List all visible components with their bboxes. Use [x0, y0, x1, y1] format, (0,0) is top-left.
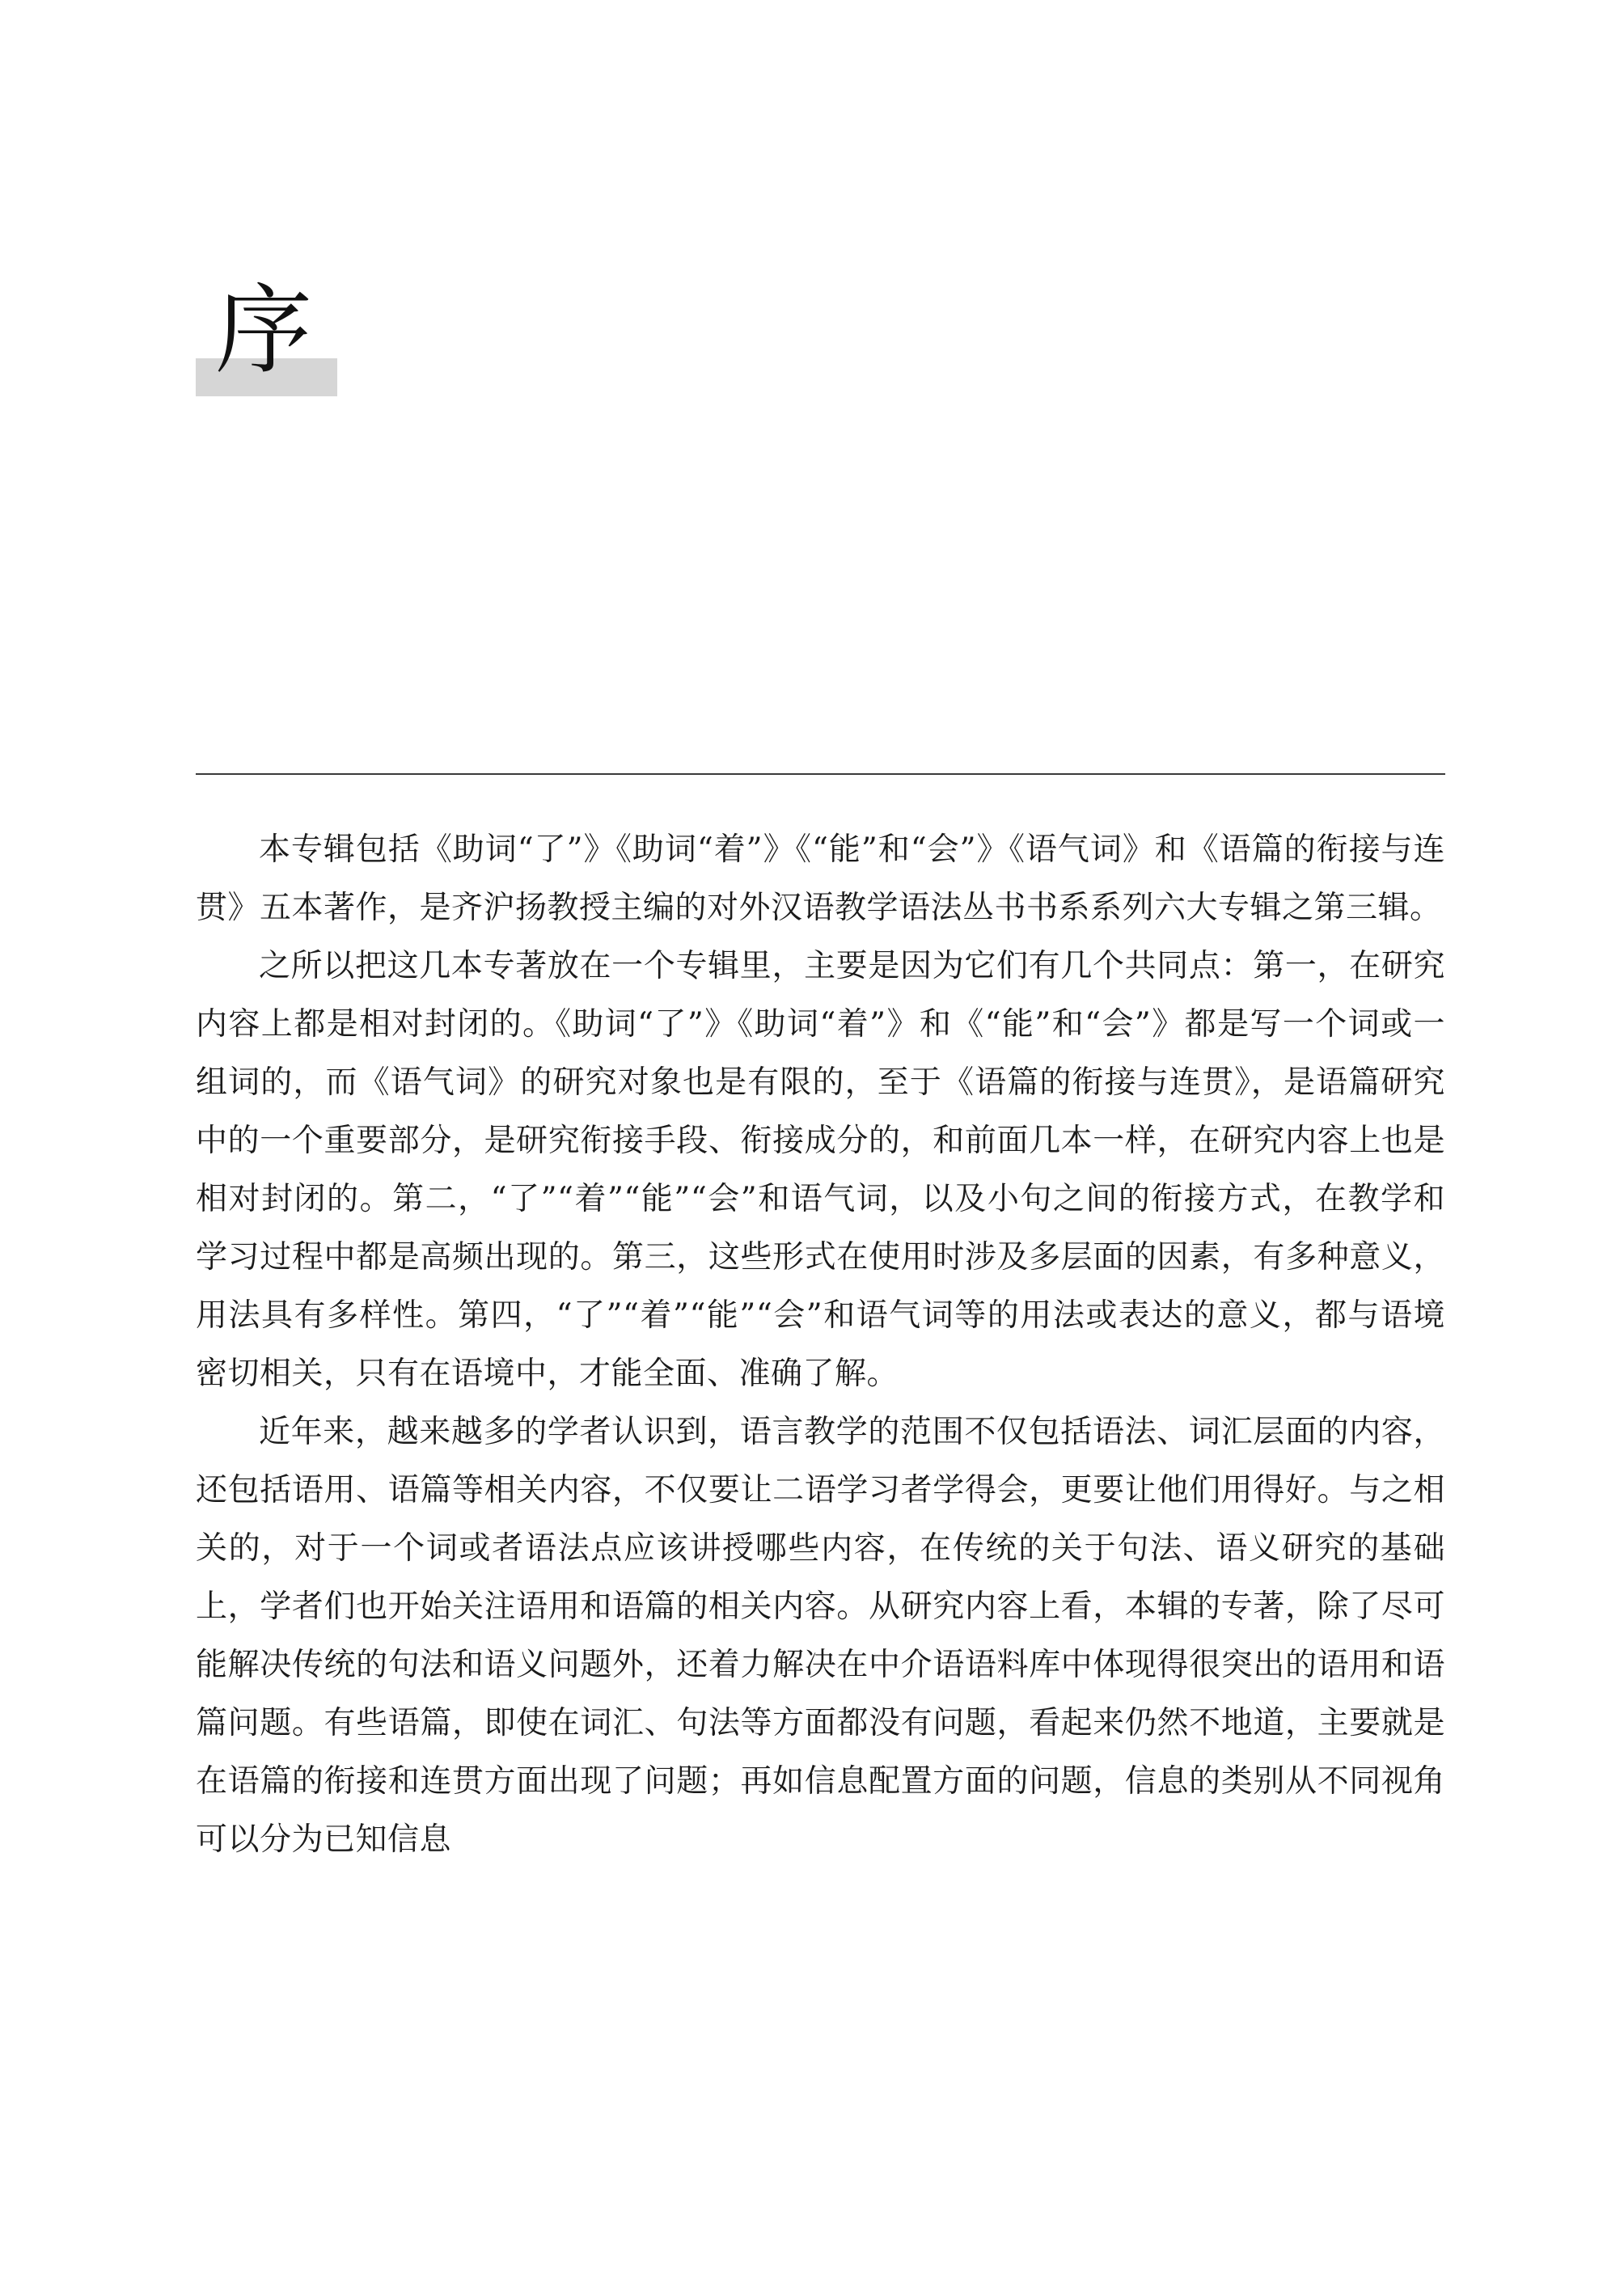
- paragraph-1: 本专辑包括《助词“了”》《助词“着”》《“能”和“会”》《语气词》和《语篇的衔接与连贯》五本著作，是齐沪扬教授主编的对外汉语教学语法丛书书系系列六大专辑之第三辑。: [196, 831, 1445, 926]
- page-title: 序: [215, 275, 312, 387]
- section-divider: [196, 773, 1445, 775]
- paragraph-2: 之所以把这几本专著放在一个专辑里，主要是因为它们有几个共同点：第一，在研究内容上都是相对封闭的。《助词“了”》《助词“着”》和《“能”和“会”》都是写一个词或一组词的，而《语气词》的研究对象也是有限的，至于《语篇的衔接与连贯》，是语篇研究中的一个重要部分，是研究衔接手段、衔接成分的，和前面几本一样，在研究内容上也是相对封闭的。第二，“了”“着”“能”“会”和语气词，以及小句之间的衔接方式，在教学和学习过程中都是高频出现的。第三，这些形式在使用时涉及多层面的因素，有多种意义，用法具有多样性。第四，“了”“着”“能”“会”和语气词等的用法或表达的意义，都与语境密切相关，只有在语境中，才能全面、准确了解。: [196, 948, 1445, 1392]
- paragraph-3: 近年来，越来越多的学者认识到，语言教学的范围不仅包括语法、词汇层面的内容，还包括语用、语篇等相关内容，不仅要让二语学习者学得会，更要让他们用得好。与之相关的，对于一个词或者语法点应该讲授哪些内容，在传统的关于句法、语义研究的基础上，学者们也开始关注语用和语篇的相关内容。从研究内容上看，本辑的专著，除了尽可能解决传统的句法和语义问题外，还着力解决在中介语语料库中体现得很突出的语用和语篇问题。有些语篇，即使在词汇、句法等方面都没有问题，看起来仍然不地道，主要就是在语篇的衔接和连贯方面出现了问题；再如信息配置方面的问题，信息的类别从不同视角可以分为已知信息: [196, 1414, 1445, 1858]
- chapter-heading: [196, 275, 337, 396]
- body-text: [196, 821, 1445, 1869]
